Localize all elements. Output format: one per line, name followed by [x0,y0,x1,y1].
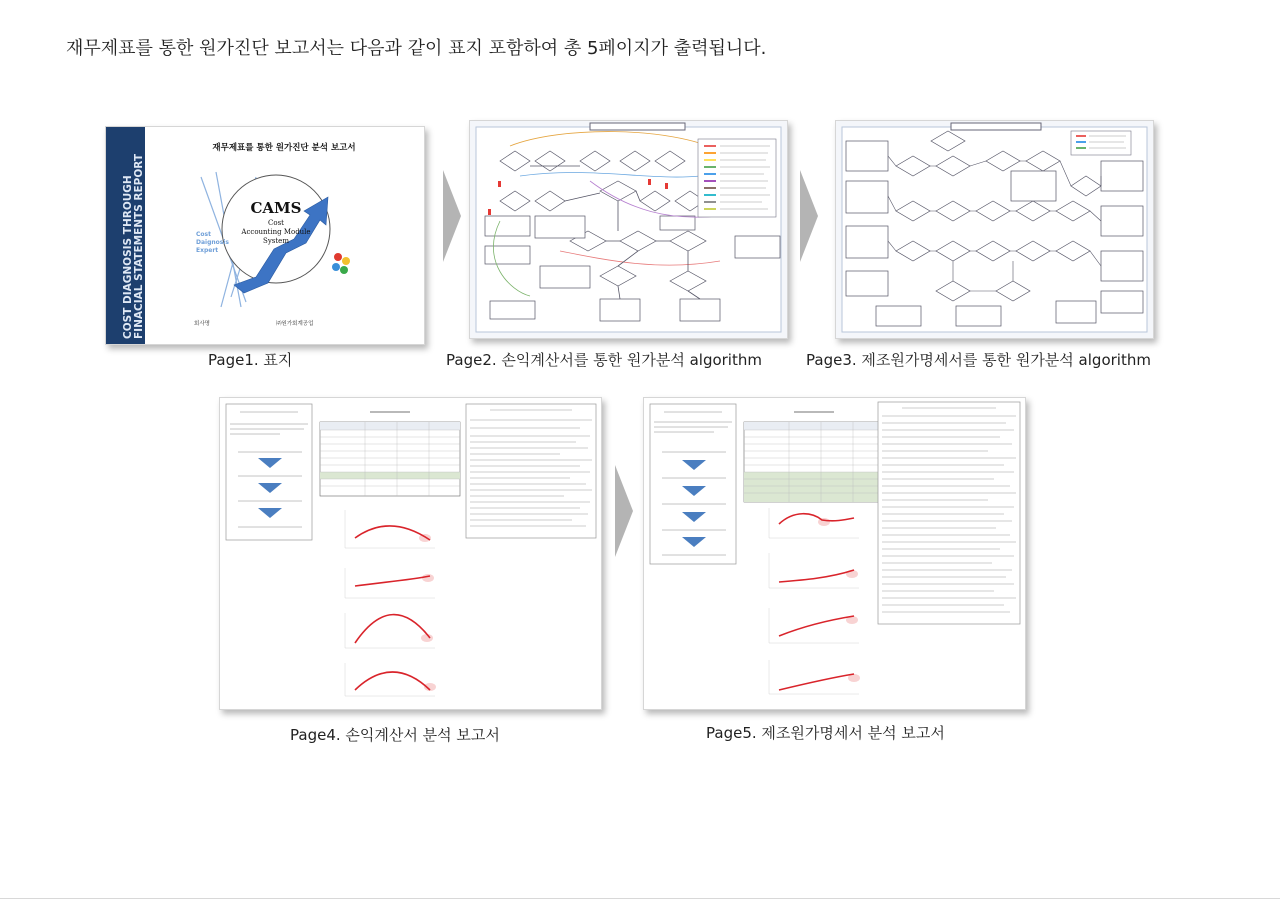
page4-caption: Page4. 손익계산서 분석 보고서 [290,726,500,744]
page-headline: 재무제표를 통한 원가진단 보고서는 다음과 같이 표지 포함하여 총 5페이지가 출력됩니다. [66,38,767,59]
cover-expert-line1: Cost [196,231,211,238]
cover-logo-line2: Accounting Module [241,228,311,236]
page5-caption: Page5. 제조원가명세서 분석 보고서 [706,724,945,742]
page1-caption: Page1. 표지 [208,351,293,369]
page4-thumbnail[interactable] [219,397,602,710]
page4-report [220,398,601,709]
cover-side-line2: FINACIAL STATEMENTS REPORT [133,153,145,339]
cover-side-line1: COST DIAGNOSIS THROUGH [122,175,134,339]
cover-expert-line3: Expert [196,247,219,254]
bottom-divider [0,898,1280,899]
page5-thumbnail[interactable] [643,397,1026,710]
page2-caption: Page2. 손익계산서를 통한 원가분석 algorithm [446,351,762,369]
cover-graphic [106,127,424,344]
page3-caption: Page3. 제조원가명세서를 통한 원가분석 algorithm [806,351,1151,369]
page3-thumbnail[interactable] [835,120,1154,339]
page2-thumbnail[interactable] [469,120,788,339]
page2-flowchart [470,121,787,338]
arrow-right-icon [443,170,461,262]
page3-flowchart [836,121,1153,338]
page5-report [644,398,1025,709]
arrow-right-icon [615,465,633,557]
cover-logo-line1: Cost [268,219,284,227]
cover-logo-line3: System [263,237,289,245]
cover-footer-left: 회사명 [194,321,210,327]
cover-expert-line2: Daignosis [196,239,229,246]
page1-thumbnail[interactable] [105,126,425,345]
arrow-right-icon [800,170,818,262]
cover-title: 재무제표를 통한 원가진단 분석 보고서 [212,143,356,153]
cover-logo-main: CAMS [250,199,302,217]
cover-footer-right: ㈜원가회계공업 [276,321,314,327]
